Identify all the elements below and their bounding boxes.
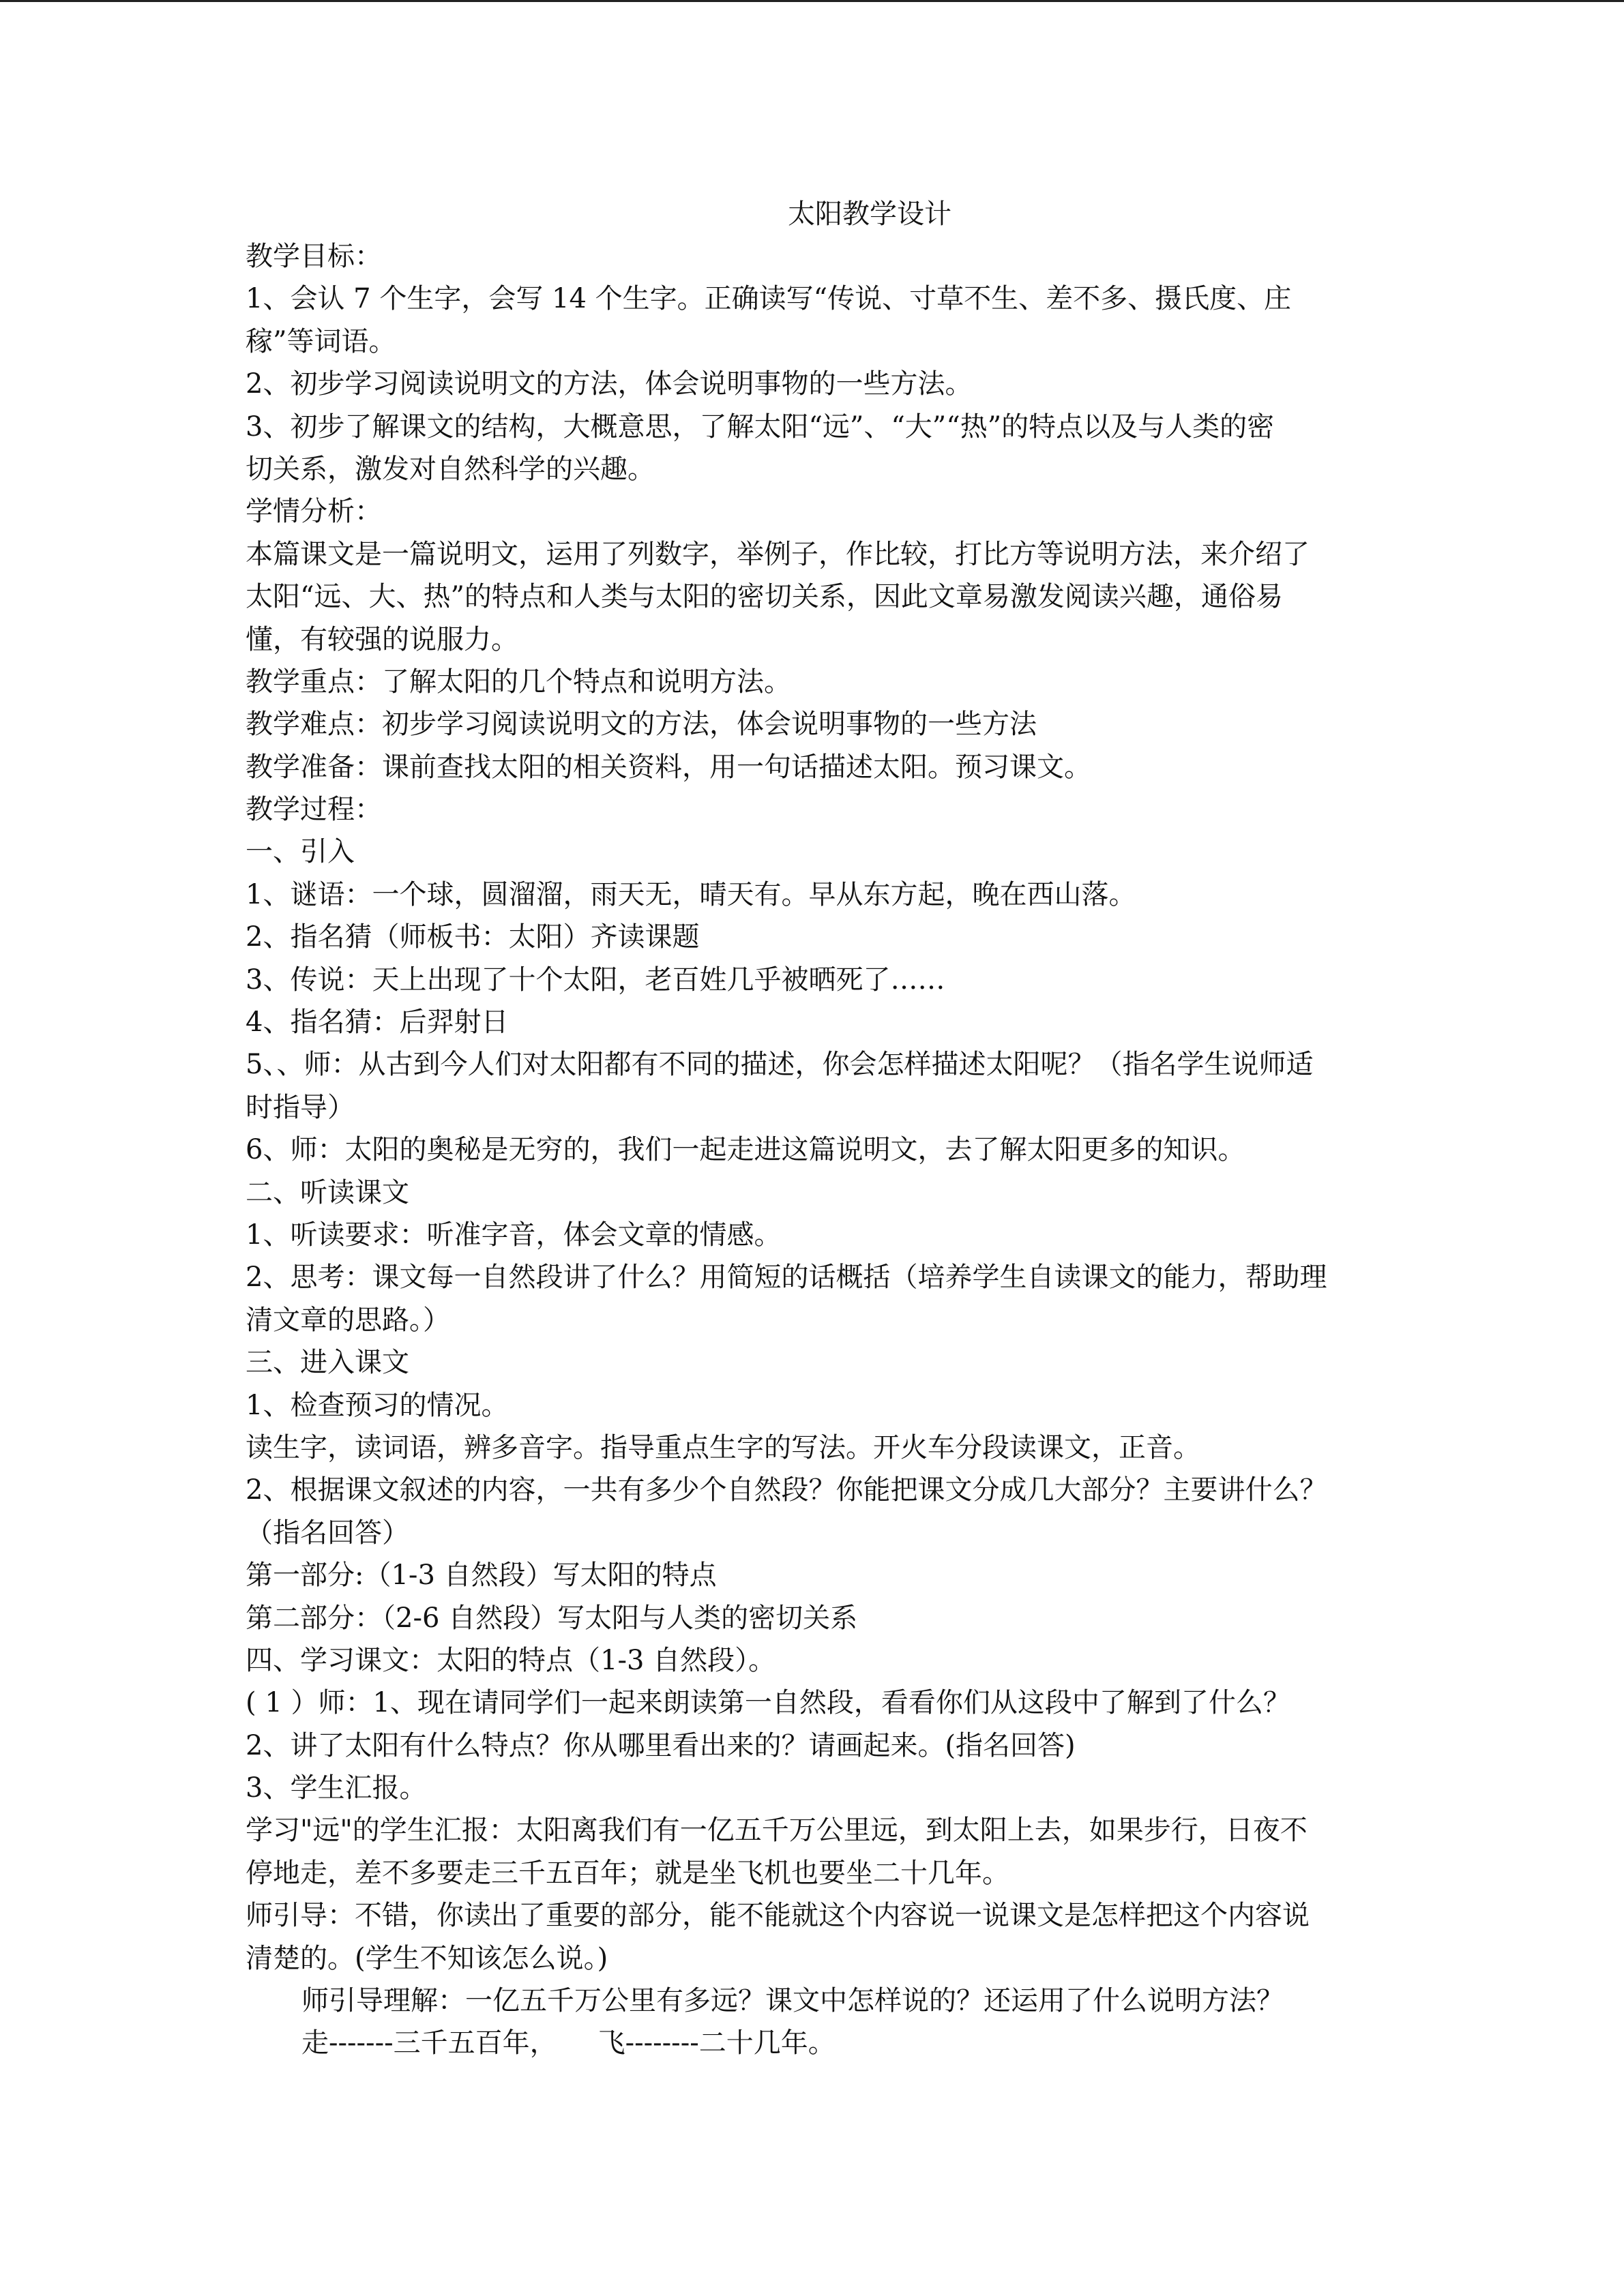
text-line: 2、初步学习阅读说明文的方法，体会说明事物的一些方法。	[246, 368, 973, 400]
text-line: 太阳“远、大、热”的特点和人类与太阳的密切关系，因此文章易激发阅读兴趣，通俗易	[246, 581, 1283, 613]
text-line: 第二部分：（2-6 自然段）写太阳与人类的密切关系	[246, 1602, 858, 1634]
text-line: 4、指名猜：后羿射日	[246, 1007, 509, 1039]
text-line: 1、会认 7 个生字，会写 14 个生字。正确读写“传说、寸草不生、差不多、摄氏度、庄	[246, 283, 1292, 315]
text-line: 2、讲了太阳有什么特点？你从哪里看出来的？请画起来。(指名回答)	[246, 1729, 1076, 1761]
text-line: 四、学习课文：太阳的特点（1-3 自然段）。	[246, 1644, 776, 1676]
text-line: 2、根据课文叙述的内容，一共有多少个自然段？你能把课文分成几大部分？主要讲什么？	[246, 1474, 1327, 1506]
text-line: 走-------三千五百年， 飞--------二十几年。	[301, 2027, 836, 2059]
text-line: 第一部分:（1-3 自然段）写太阳的特点	[246, 1560, 717, 1592]
text-line: 1、谜语：一个球，圆溜溜，雨天无，晴天有。早从东方起，晚在西山落。	[246, 878, 1136, 910]
text-line: 切关系，激发对自然科学的兴趣。	[246, 453, 655, 485]
text-line: 时指导）	[246, 1091, 355, 1123]
page-top-border	[0, 0, 1624, 2]
text-line: 师引导：不错，你读出了重要的部分，能不能就这个内容说一说课文是怎样把这个内容说	[246, 1900, 1310, 1932]
text-line: 教学难点：初步学习阅读说明文的方法，体会说明事物的一些方法	[246, 709, 1037, 741]
text-line: 清文章的思路。）	[246, 1304, 450, 1336]
text-line: 二、听读课文	[246, 1176, 409, 1208]
text-line: 2、指名猜（师板书：太阳）齐读课题	[246, 921, 700, 953]
text-line: （指名回答）	[246, 1517, 409, 1549]
text-line: 5、、师：从古到今人们对太阳都有不同的描述，你会怎样描述太阳呢？（指名学生说师适	[246, 1049, 1314, 1081]
text-line: 三、进入课文	[246, 1347, 409, 1379]
text-line: 1、检查预习的情况。	[246, 1389, 509, 1421]
text-line: 3、初步了解课文的结构，大概意思，了解太阳“远”、“大”“热”的特点以及与人类的密	[246, 411, 1275, 443]
text-line: 读生字，读词语，辨多音字。指导重点生字的写法。开火车分段读课文，正音。	[246, 1431, 1200, 1463]
text-line: ( 1 ）师：1、现在请同学们一起来朗读第一自然段，看看你们从这段中了解到了什么？	[246, 1687, 1290, 1719]
text-line: 学习"远"的学生汇报：太阳离我们有一亿五千万公里远，到太阳上去，如果步行，日夜不	[246, 1815, 1308, 1847]
text-line: 懂，有较强的说服力。	[246, 623, 518, 655]
text-line: 本篇课文是一篇说明文，运用了列数字，举例子，作比较，打比方等说明方法，来介绍了	[246, 538, 1310, 570]
document-body	[246, 235, 1391, 2065]
text-line: 1、听读要求：听准字音，体会文章的情感。	[246, 1219, 782, 1251]
document-title: 太阳教学设计	[788, 198, 951, 230]
text-line: 一、引入	[246, 836, 355, 868]
text-line: 3、学生汇报。	[246, 1772, 427, 1804]
text-line: 6、师：太阳的奥秘是无穷的，我们一起走进这篇说明文，去了解太阳更多的知识。	[246, 1134, 1245, 1166]
text-line: 教学准备：课前查找太阳的相关资料，用一句话描述太阳。预习课文。	[246, 751, 1091, 783]
text-line: 2、思考：课文每一自然段讲了什么？用简短的话概括（培养学生自读课文的能力，帮助理	[246, 1262, 1327, 1294]
text-line: 学情分析：	[246, 496, 382, 528]
text-line: 3、传说：天上出现了十个太阳，老百姓几乎被晒死了……	[246, 964, 945, 996]
text-line: 教学重点：了解太阳的几个特点和说明方法。	[246, 666, 791, 698]
document-page	[246, 193, 1391, 2065]
text-line: 师引导理解：一亿五千万公里有多远？课文中怎样说的？还运用了什么说明方法？	[301, 1985, 1284, 2017]
text-line: 停地走，差不多要走三千五百年；就是坐飞机也要坐二十几年。	[246, 1857, 1009, 1889]
text-line: 稼”等词语。	[246, 325, 396, 357]
text-line: 教学目标：	[246, 241, 382, 272]
text-line: 教学过程：	[246, 794, 382, 826]
text-line: 清楚的。(学生不知该怎么说。)	[246, 1942, 608, 1974]
